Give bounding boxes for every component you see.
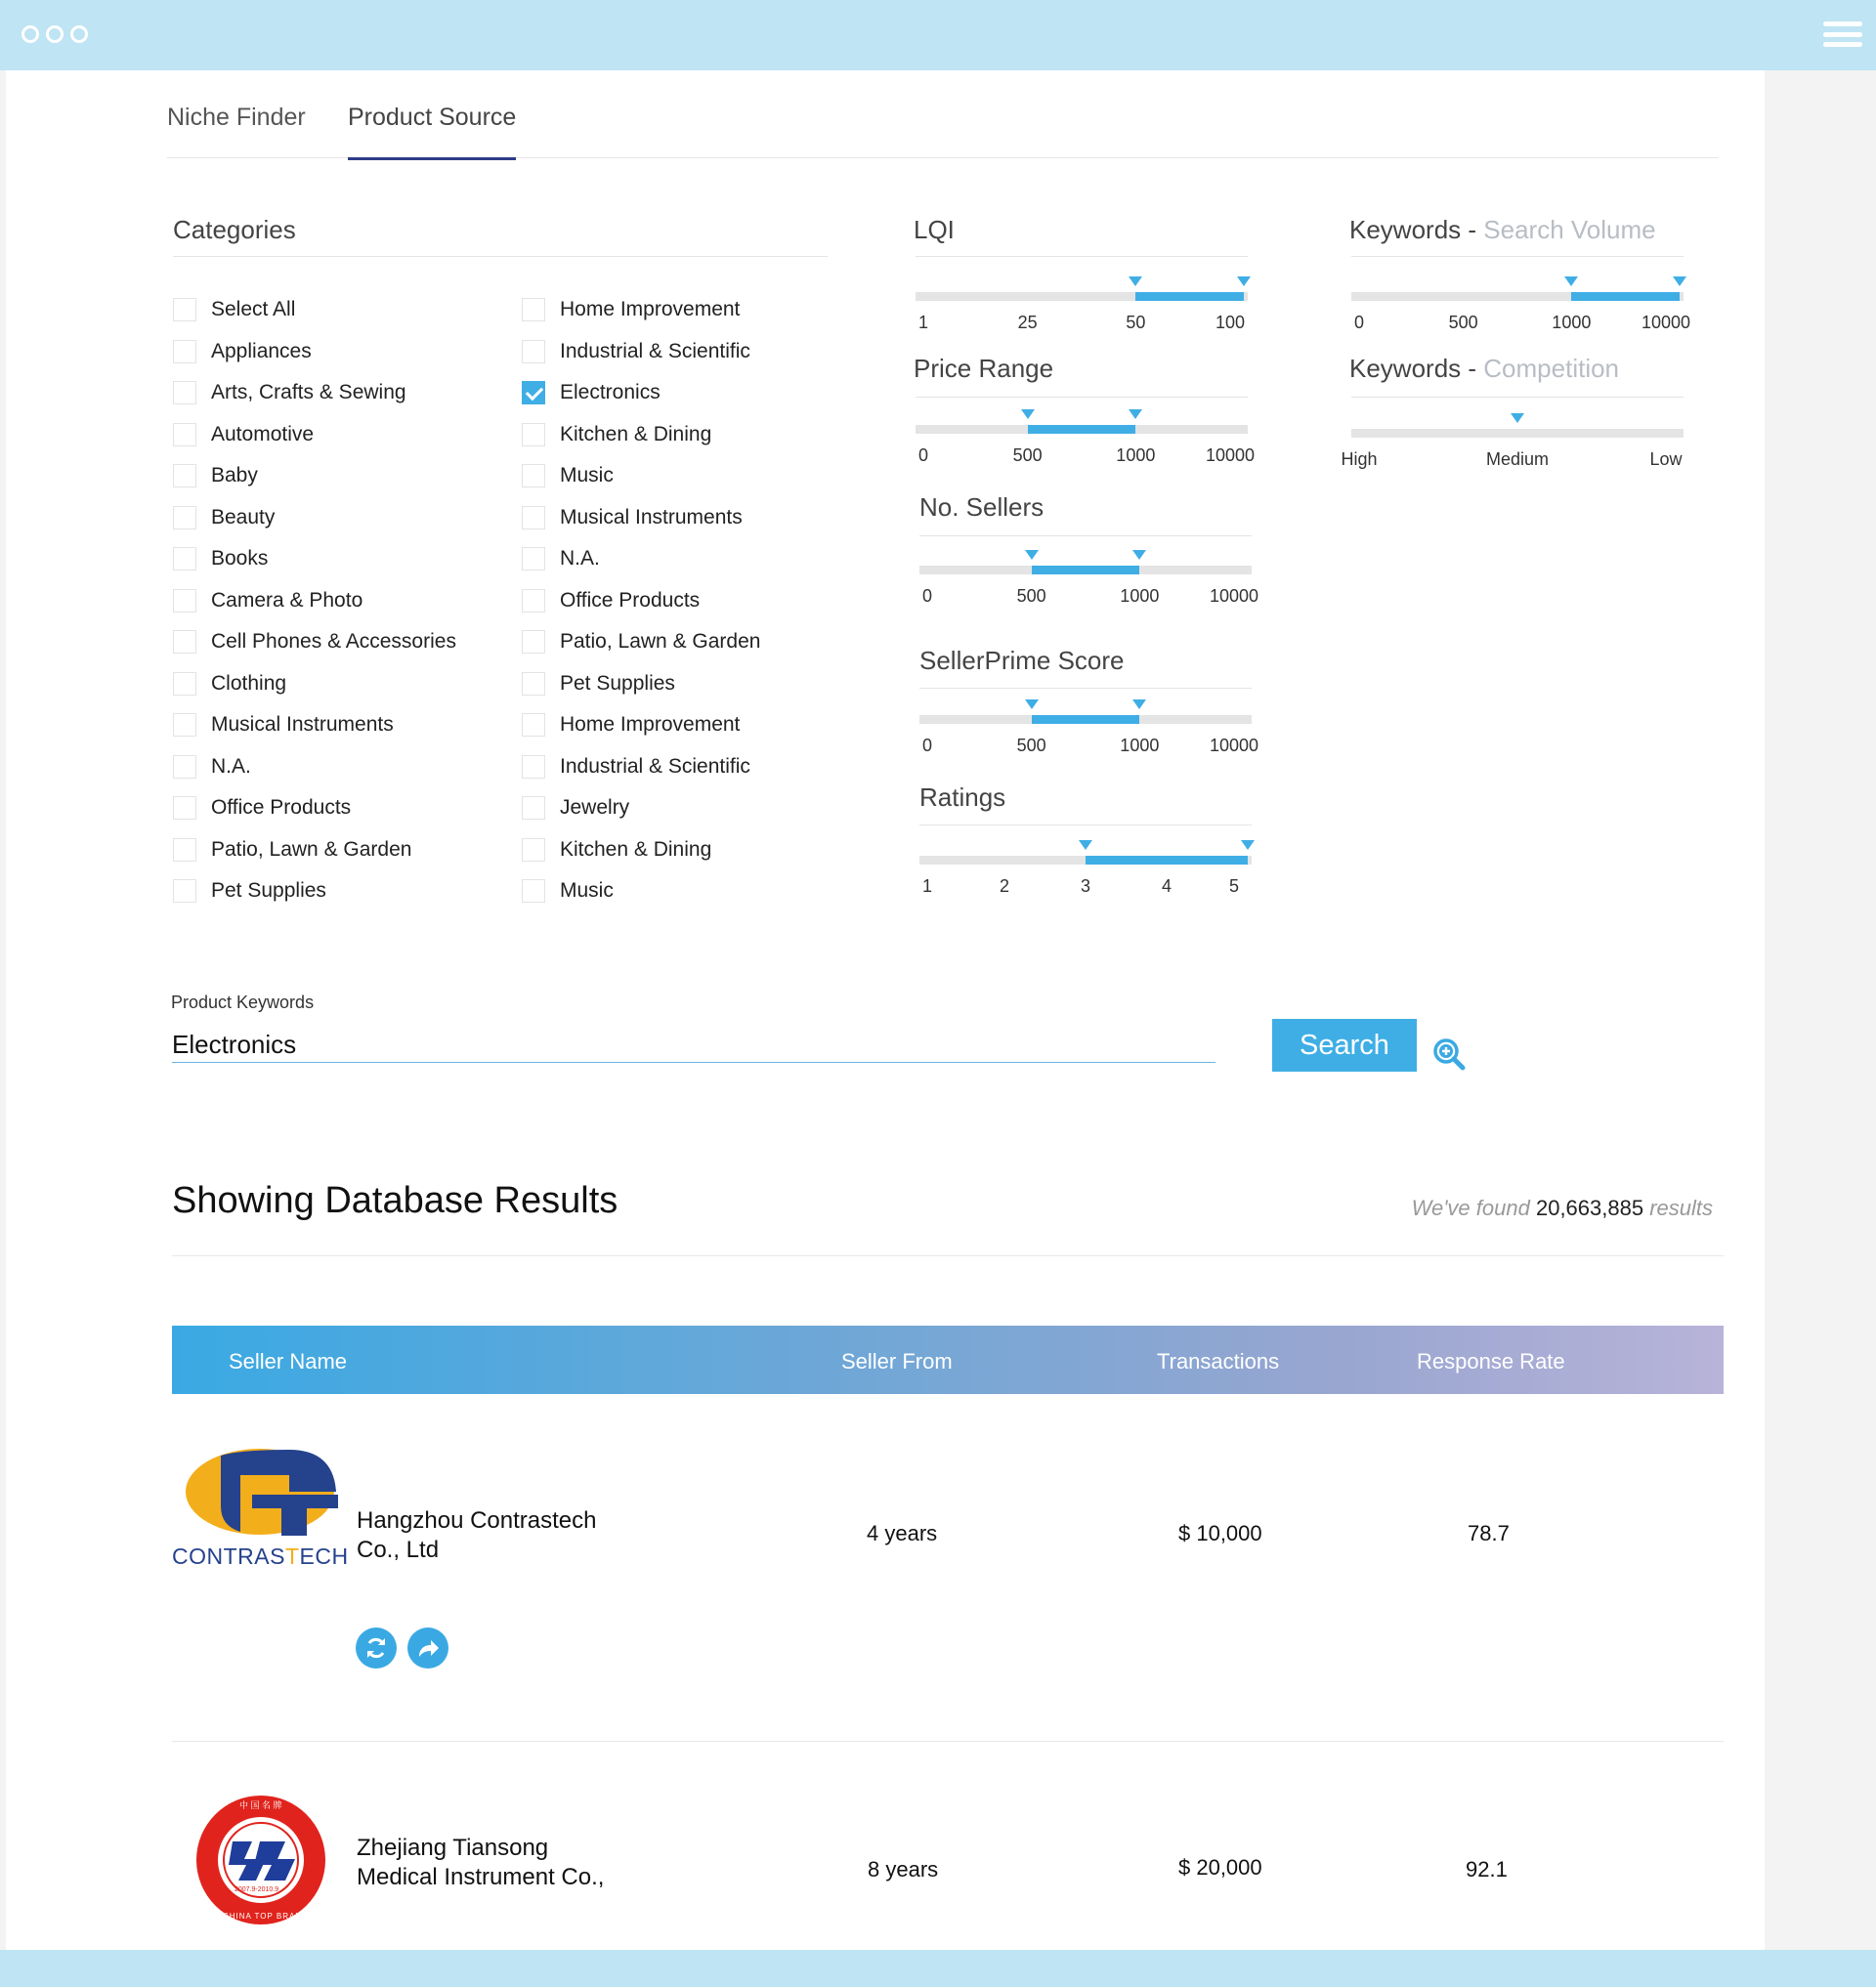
zoom-in-icon[interactable] bbox=[1432, 1037, 1468, 1073]
category-label: Jewelry bbox=[560, 796, 630, 819]
category-checkbox[interactable] bbox=[522, 547, 545, 571]
category-checkbox[interactable] bbox=[522, 838, 545, 862]
category-option[interactable] bbox=[522, 506, 743, 529]
category-option[interactable] bbox=[173, 298, 295, 321]
category-checkbox[interactable] bbox=[173, 672, 196, 696]
column-header-transactions[interactable]: Transactions bbox=[1157, 1349, 1280, 1374]
slider-tick-label: 0 bbox=[1353, 313, 1365, 332]
category-option[interactable] bbox=[522, 879, 614, 903]
slider-handle-icon[interactable] bbox=[1237, 276, 1251, 286]
slider-handle-icon[interactable] bbox=[1132, 699, 1146, 709]
tab-bar bbox=[167, 70, 1719, 158]
results-count bbox=[1412, 1196, 1713, 1221]
category-option[interactable] bbox=[522, 796, 629, 820]
slider-tick-label: Low bbox=[1649, 449, 1683, 469]
seller-name-line: Medical Instrument Co., bbox=[357, 1864, 605, 1890]
category-label: Industrial & Scientific bbox=[560, 754, 750, 778]
slider-tick-label: High bbox=[1341, 449, 1378, 469]
slider-tick-label: 0 bbox=[921, 736, 933, 755]
category-label: Industrial & Scientific bbox=[560, 339, 750, 362]
logo-date: 2007.9-2010.9 bbox=[234, 1886, 279, 1893]
category-checkbox[interactable] bbox=[173, 713, 196, 737]
category-checkbox[interactable] bbox=[173, 796, 196, 820]
category-label: Clothing bbox=[211, 671, 287, 695]
logo-bottom-text: CHINA TOP BRAND bbox=[223, 1912, 309, 1921]
seller-logo bbox=[195, 1795, 326, 1925]
seller-from: 4 years bbox=[867, 1521, 938, 1545]
category-checkbox[interactable] bbox=[173, 589, 196, 613]
category-checkbox[interactable] bbox=[173, 879, 196, 903]
slider-tick-label: 10000 bbox=[1209, 736, 1259, 755]
window-controls[interactable] bbox=[21, 25, 88, 43]
category-label: Camera & Photo bbox=[211, 588, 363, 612]
slider-handle-icon[interactable] bbox=[1079, 840, 1092, 850]
category-checkbox[interactable] bbox=[173, 464, 196, 487]
slider-handle-icon[interactable] bbox=[1241, 840, 1255, 850]
slider-handle-icon[interactable] bbox=[1564, 276, 1578, 286]
seller-logo bbox=[172, 1448, 348, 1575]
window-titlebar bbox=[0, 0, 1876, 70]
category-checkbox[interactable] bbox=[522, 423, 545, 446]
category-checkbox[interactable] bbox=[522, 464, 545, 487]
tab-product-source[interactable]: Product Source bbox=[348, 104, 516, 160]
category-option[interactable] bbox=[522, 298, 740, 321]
slider-handle-icon[interactable] bbox=[1025, 550, 1039, 560]
category-label: Pet Supplies bbox=[211, 879, 326, 902]
slider-tick-label: 1000 bbox=[1552, 313, 1592, 332]
divider bbox=[1351, 397, 1684, 398]
price-range-slider[interactable] bbox=[916, 404, 1256, 473]
slider-tick-label: 3 bbox=[1080, 876, 1091, 896]
category-checkbox[interactable] bbox=[173, 506, 196, 529]
category-option[interactable] bbox=[173, 755, 251, 779]
tab-niche-finder[interactable]: Niche Finder bbox=[167, 104, 306, 131]
divider bbox=[919, 535, 1252, 536]
contrastech-logo-mark bbox=[172, 1448, 348, 1536]
divider bbox=[172, 1741, 1724, 1742]
slider-tick-label: 10000 bbox=[1205, 445, 1256, 465]
category-label: Automotive bbox=[211, 422, 315, 445]
category-checkbox[interactable] bbox=[522, 755, 545, 779]
divider bbox=[916, 397, 1248, 398]
category-label: Arts, Crafts & Sewing bbox=[211, 381, 406, 403]
slider-tick-label: 0 bbox=[917, 445, 929, 465]
category-checkbox[interactable] bbox=[522, 340, 545, 363]
ratings-slider[interactable] bbox=[919, 835, 1252, 904]
category-checkbox[interactable] bbox=[522, 713, 545, 737]
category-label: Kitchen & Dining bbox=[560, 422, 712, 445]
main-panel bbox=[128, 70, 1765, 1950]
category-checkbox[interactable] bbox=[173, 547, 196, 571]
seller-from: 8 years bbox=[868, 1857, 939, 1881]
category-label: Electronics bbox=[560, 381, 661, 403]
slider-tick-label: 50 bbox=[1126, 313, 1146, 332]
category-label: Office Products bbox=[211, 796, 352, 819]
refresh-icon bbox=[363, 1635, 389, 1661]
category-checkbox[interactable] bbox=[173, 381, 196, 404]
slider-handle-icon[interactable] bbox=[1132, 550, 1146, 560]
slider-tick-label: 0 bbox=[921, 586, 933, 606]
category-option[interactable] bbox=[173, 589, 362, 613]
category-label: Musical Instruments bbox=[560, 505, 743, 528]
divider bbox=[173, 256, 828, 257]
category-label: Kitchen & Dining bbox=[560, 837, 712, 861]
categories-title: Categories bbox=[173, 215, 296, 244]
right-gutter bbox=[1765, 70, 1876, 1950]
category-option[interactable] bbox=[522, 838, 711, 862]
kw-competition-label: Keywords - bbox=[1349, 354, 1477, 383]
slider-handle-icon[interactable] bbox=[1511, 413, 1524, 423]
category-checkbox[interactable] bbox=[522, 506, 545, 529]
china-top-brand-logo-mark bbox=[195, 1795, 326, 1925]
category-label: Baby bbox=[211, 464, 258, 486]
menu-icon[interactable] bbox=[1823, 21, 1862, 47]
category-checkbox[interactable] bbox=[173, 838, 196, 862]
category-label: Pet Supplies bbox=[560, 671, 675, 695]
category-label: N.A. bbox=[560, 547, 600, 570]
category-option[interactable] bbox=[173, 838, 411, 862]
category-option[interactable] bbox=[173, 381, 406, 404]
slider-tick-label: 500 bbox=[1448, 313, 1478, 332]
seller-name[interactable] bbox=[357, 1834, 650, 1892]
slider-tick-label: 500 bbox=[1012, 445, 1043, 465]
kw-search-volume-subtitle: Search Volume bbox=[1483, 215, 1656, 244]
slider-tick-label: 1000 bbox=[1116, 445, 1156, 465]
category-label: Patio, Lawn & Garden bbox=[211, 837, 412, 861]
category-option[interactable] bbox=[173, 506, 275, 529]
category-option[interactable] bbox=[173, 879, 326, 903]
category-option[interactable] bbox=[173, 713, 394, 737]
refresh-button[interactable] bbox=[356, 1628, 397, 1669]
slider-fill bbox=[1135, 292, 1244, 301]
window-dot-icon[interactable] bbox=[46, 25, 64, 43]
slider-handle-icon[interactable] bbox=[1129, 409, 1142, 419]
product-keywords-input[interactable] bbox=[172, 1028, 1215, 1063]
slider-tick-label: 1 bbox=[917, 313, 929, 332]
divider bbox=[916, 256, 1248, 257]
category-option[interactable] bbox=[522, 464, 614, 487]
category-checkbox[interactable] bbox=[522, 879, 545, 903]
slider-fill bbox=[1086, 856, 1248, 865]
category-label: Music bbox=[560, 879, 614, 902]
slider-tick-label: Medium bbox=[1485, 449, 1550, 469]
category-checkbox[interactable] bbox=[522, 796, 545, 820]
no-sellers-slider[interactable] bbox=[919, 545, 1259, 613]
lqi-slider[interactable] bbox=[916, 272, 1248, 340]
logo-top-text: 中 国 名 牌 bbox=[239, 1800, 282, 1810]
category-label: Home Improvement bbox=[560, 713, 741, 736]
seller-name-line: Zhejiang Tiansong bbox=[357, 1835, 549, 1861]
slider-fill bbox=[1032, 566, 1140, 574]
kw-competition-title bbox=[1349, 354, 1619, 384]
search-button[interactable]: Search bbox=[1272, 1019, 1417, 1072]
window-dot-icon[interactable] bbox=[21, 25, 39, 43]
category-option[interactable] bbox=[173, 340, 312, 363]
category-checkbox[interactable] bbox=[173, 340, 196, 363]
transactions: $ 10,000 bbox=[1178, 1521, 1262, 1545]
transactions: $ 20,000 bbox=[1178, 1855, 1262, 1880]
slider-track[interactable] bbox=[1351, 429, 1684, 438]
divider bbox=[1351, 256, 1684, 257]
slider-tick-label: 25 bbox=[1017, 313, 1038, 332]
category-label: Office Products bbox=[560, 588, 701, 612]
slider-tick-label: 5 bbox=[1228, 876, 1240, 896]
divider bbox=[919, 688, 1252, 689]
slider-tick-label: 1000 bbox=[1120, 736, 1160, 755]
slider-tick-label: 10000 bbox=[1209, 586, 1259, 606]
category-checkbox[interactable] bbox=[522, 381, 545, 404]
category-option[interactable] bbox=[522, 672, 675, 696]
slider-tick-label: 500 bbox=[1016, 736, 1046, 755]
kw-search-volume-slider[interactable] bbox=[1351, 272, 1691, 340]
category-label: Appliances bbox=[211, 339, 312, 362]
slider-tick-label: 1 bbox=[921, 876, 933, 896]
column-header-response-rate[interactable]: Response Rate bbox=[1417, 1349, 1565, 1374]
no-sellers-title: No. Sellers bbox=[919, 492, 1045, 522]
results-count-prefix: We've found bbox=[1411, 1196, 1530, 1220]
left-gutter bbox=[0, 70, 128, 1950]
slider-tick-label: 100 bbox=[1215, 313, 1246, 332]
category-label: Select All bbox=[211, 298, 296, 320]
category-label: Patio, Lawn & Garden bbox=[560, 630, 761, 653]
category-option[interactable] bbox=[173, 423, 314, 446]
slider-tick-label: 4 bbox=[1161, 876, 1172, 896]
category-label: N.A. bbox=[211, 754, 251, 778]
seller-name-line: Co., Ltd bbox=[357, 1537, 440, 1563]
slider-fill bbox=[1028, 425, 1136, 434]
kw-search-volume-label: Keywords - bbox=[1349, 215, 1477, 244]
category-label: Beauty bbox=[211, 505, 276, 528]
slider-tick-label: 10000 bbox=[1641, 313, 1691, 332]
results-count-value: 20,663,885 bbox=[1535, 1196, 1644, 1220]
window-footer bbox=[0, 1950, 1876, 1987]
seller-name[interactable] bbox=[357, 1506, 650, 1565]
sellerprime-score-slider[interactable] bbox=[919, 695, 1259, 763]
slider-handle-icon[interactable] bbox=[1025, 699, 1039, 709]
response-rate: 78.7 bbox=[1468, 1521, 1510, 1545]
response-rate: 92.1 bbox=[1466, 1857, 1508, 1881]
category-option[interactable] bbox=[173, 464, 258, 487]
results-title: Showing Database Results bbox=[172, 1180, 618, 1221]
category-checkbox[interactable] bbox=[522, 672, 545, 696]
slider-fill bbox=[1032, 715, 1140, 724]
slider-tick-label: 1000 bbox=[1120, 586, 1160, 606]
category-option[interactable] bbox=[522, 547, 600, 571]
column-header-seller-from[interactable]: Seller From bbox=[841, 1349, 953, 1374]
category-checkbox[interactable] bbox=[173, 423, 196, 446]
ratings-title: Ratings bbox=[919, 782, 1006, 812]
category-checkbox[interactable] bbox=[522, 298, 545, 321]
category-option[interactable] bbox=[522, 423, 711, 446]
divider bbox=[919, 824, 1252, 825]
results-count-suffix: results bbox=[1649, 1196, 1713, 1220]
category-option[interactable] bbox=[173, 547, 268, 571]
share-button[interactable] bbox=[407, 1628, 448, 1669]
slider-fill bbox=[1571, 292, 1680, 301]
logo-wordmark: CONTRASTECH bbox=[172, 1543, 349, 1569]
category-option[interactable] bbox=[173, 672, 286, 696]
category-option[interactable] bbox=[522, 630, 760, 654]
category-checkbox[interactable] bbox=[173, 755, 196, 779]
category-checkbox[interactable] bbox=[522, 630, 545, 654]
category-option[interactable] bbox=[173, 796, 351, 820]
category-option[interactable] bbox=[522, 713, 740, 737]
category-option[interactable] bbox=[173, 630, 456, 654]
category-label: Cell Phones & Accessories bbox=[211, 630, 456, 653]
results-table-header bbox=[172, 1326, 1724, 1394]
divider bbox=[172, 1255, 1724, 1256]
column-header-seller-name[interactable]: Seller Name bbox=[229, 1349, 348, 1374]
product-keywords-label: Product Keywords bbox=[171, 993, 315, 1012]
category-option[interactable] bbox=[522, 381, 661, 404]
slider-handle-icon[interactable] bbox=[1021, 409, 1035, 419]
kw-competition-subtitle: Competition bbox=[1483, 354, 1620, 383]
category-label: Home Improvement bbox=[560, 298, 741, 320]
category-label: Books bbox=[211, 547, 269, 570]
slider-handle-icon[interactable] bbox=[1673, 276, 1686, 286]
category-checkbox[interactable] bbox=[173, 630, 196, 654]
category-option[interactable] bbox=[522, 755, 750, 779]
lqi-title: LQI bbox=[914, 215, 955, 244]
slider-tick-label: 2 bbox=[999, 876, 1010, 896]
share-icon bbox=[415, 1635, 441, 1661]
category-option[interactable] bbox=[522, 589, 700, 613]
kw-search-volume-title bbox=[1349, 215, 1656, 245]
category-label: Music bbox=[560, 464, 614, 486]
window-dot-icon[interactable] bbox=[70, 25, 88, 43]
category-label: Musical Instruments bbox=[211, 713, 394, 736]
seller-name-line: Hangzhou Contrastech bbox=[357, 1507, 597, 1534]
table-row[interactable] bbox=[172, 1448, 1724, 1741]
price-range-title: Price Range bbox=[914, 354, 1054, 383]
slider-handle-icon[interactable] bbox=[1129, 276, 1142, 286]
slider-tick-label: 500 bbox=[1016, 586, 1046, 606]
category-checkbox[interactable] bbox=[173, 298, 196, 321]
category-option[interactable] bbox=[522, 340, 750, 363]
category-checkbox[interactable] bbox=[522, 589, 545, 613]
sellerprime-score-title: SellerPrime Score bbox=[919, 646, 1125, 675]
kw-competition-slider[interactable] bbox=[1341, 408, 1684, 477]
